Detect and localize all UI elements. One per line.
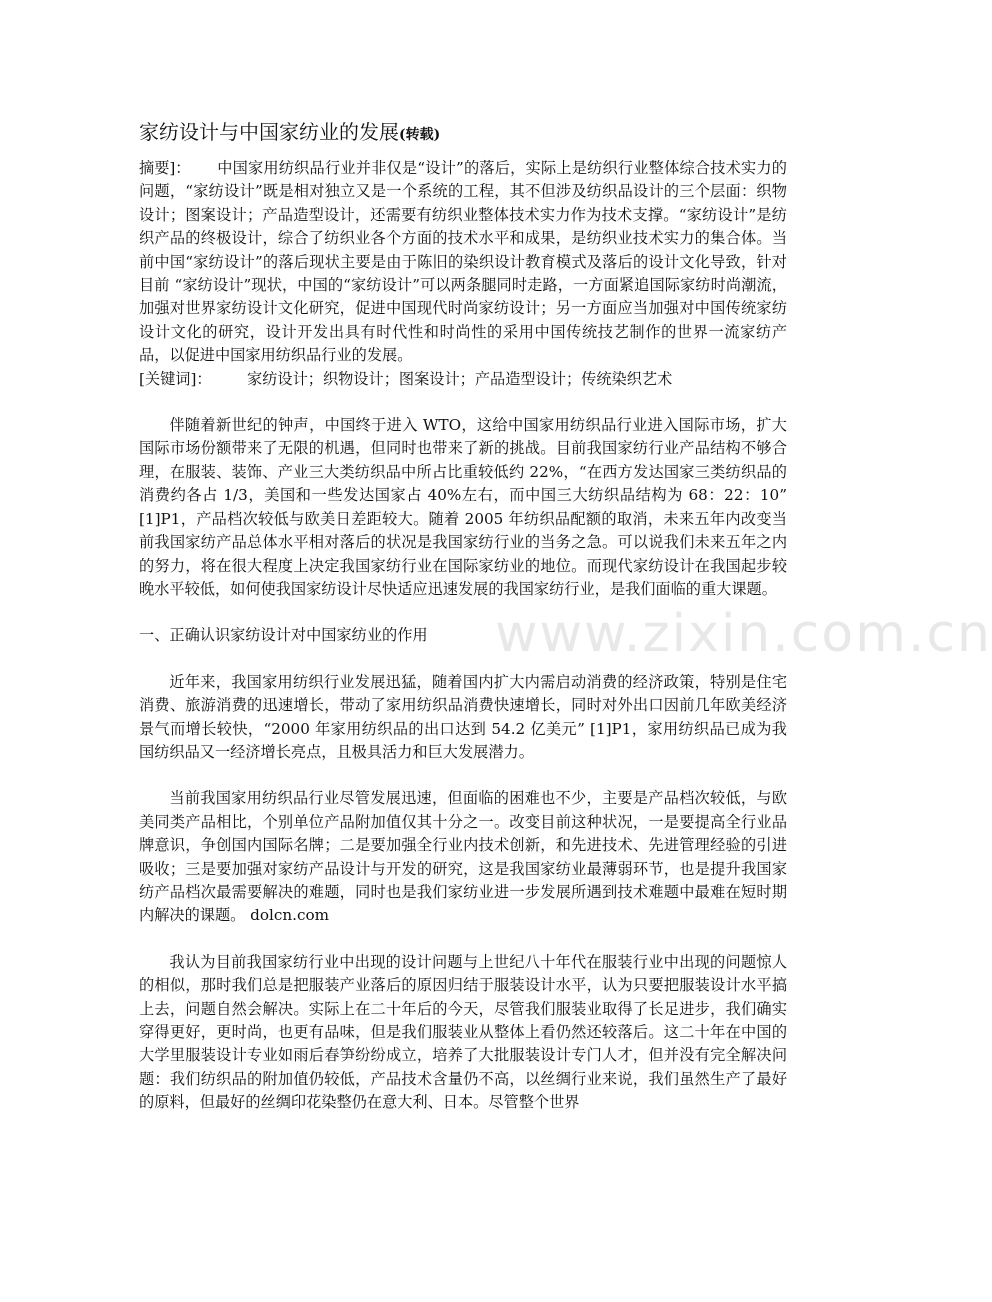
keywords-text: 家纺设计；织物设计；图案设计；产品造型设计；传统染织艺术 xyxy=(247,369,673,388)
paragraph-gap xyxy=(139,928,787,951)
abstract-text: 中国家用纺织品行业并非仅是“设计”的落后，实际上是纺织行业整体综合技术实力的问题，“家纺设计”既是相对独立又是一个系统的工程，其不但涉及纺织品设计的三个层面：织物设计；图案设计；产品造型设计，还需要有纺织业整体技术实力作为技术支撑。“家纺设计”是纺织产品的终极设计，综合了纺织业各个方面的技术水平和成果，是纺织业技术实力的集合体。当前中国“家纺设计”的落后现状主要是由于陈旧的染织设计教育模式及落后的设计文化导致，针对目前 “家纺设计”现状，中国的“家纺设计”可以两条腿同时走路，一方面紧追国际家纺时尚潮流，加强对世界家纺设计文化研究，促进中国现代时尚家纺设计；另一方面应当加强对中国传统家纺设计文化的研究，设计开发出具有时代性和时尚性的采用中国传统技艺制作的世界一流家纺产品，以促进中国家用纺织品行业的发展。 xyxy=(139,159,787,365)
abstract-label: 摘要]： xyxy=(139,159,191,177)
paragraph-gap xyxy=(139,391,787,414)
title-suffix: (转载) xyxy=(399,127,441,143)
document-page xyxy=(139,118,787,1115)
title-text: 家纺设计与中国家纺业的发展 xyxy=(139,120,399,144)
keywords xyxy=(139,368,787,391)
document-title xyxy=(139,118,787,149)
keywords-label: [关键词]： xyxy=(139,369,212,388)
site-watermark: www.zixin.com.cn xyxy=(495,604,992,664)
abstract xyxy=(139,157,787,368)
paragraph-gap xyxy=(139,601,787,624)
body-paragraph-2: 近年来，我国家用纺织行业发展迅猛，随着国内扩大内需启动消费的经济政策，特别是住宅消费、旅游消费的迅速增长，带动了家用纺织品消费快速增长，同时对外出口因前几年欧美经济景气而增长较快，“2000 年家用纺织品的出口达到 54.2 亿美元” [1]P1，家用纺织品已成为我国纺织品又一经济增长亮点，且极具活力和巨大发展潜力。 xyxy=(139,672,787,761)
section-heading-1: 一、正确认识家纺设计对中国家纺业的作用 xyxy=(139,626,428,645)
body-paragraph-4: 我认为目前我国家纺行业中出现的设计问题与上世纪八十年代在服装行业中出现的问题惊人的相似，那时我们总是把服装产业落后的原因归结于服装设计水平，认为只要把服装设计水平搞上去，问题自然会解决。实际上在二十年后的今天，尽管我们服装业取得了长足进步，我们确实穿得更好，更时尚，也更有品味，但是我们服装业从整体上看仍然还较落后。这二十年在中国的大学里服装设计专业如雨后春笋纷纷成立，培养了大批服装设计专门人才，但并没有完全解决问题：我们纺织品的附加值仍较低，产品技术含量仍不高，以丝绸行业来说，我们虽然生产了最好的原料，但最好的丝绸印花染整仍在意大利、日本。尽管整个世界 xyxy=(139,952,787,1112)
paragraph-gap xyxy=(139,764,787,787)
paragraph-gap xyxy=(139,648,787,671)
body-paragraph-3: 当前我国家用纺织品行业尽管发展迅速，但面临的困难也不少，主要是产品档次较低，与欧美同类产品相比，个别单位产品附加值仅其十分之一。改变目前这种状况，一是要提高全行业品牌意识，争创国内国际名牌；二是要加强全行业内技术创新，和先进技术、先进管理经验的引进吸收；三是要加强对家纺产品设计与开发的研究，这是我国家纺业最薄弱环节，也是提升我国家纺产品档次最需要解决的难题，同时也是我们家纺业进一步发展所遇到技术难题中最难在短时期内解决的课题。 dolcn.com xyxy=(139,789,787,925)
body-paragraph-1: 伴随着新世纪的钟声，中国终于进入 WTO，这给中国家用纺织品行业进入国际市场，扩大国际市场份额带来了无限的机遇，但同时也带来了新的挑战。目前我国家纺行业产品结构不够合理，在服装、装饰、产业三大类纺织品中所占比重较低约 22%，“在西方发达国家三类纺织品的消费约各占 1/3，美国和一些发达国家占 40%左右，而中国三大纺织品结构为 68：22：10” [1]P1，产品档次较低与欧美日差距较大。随着 2005 年纺织品配额的取消，未来五年内改变当前我国家纺产品总体水平相对落后的状况是我国家纺行业的当务之急。可以说我们未来五年之内的努力，将在很大程度上决定我国家纺行业在国际家纺业的地位。而现代家纺设计在我国起步较晚水平较低，如何使我国家纺设计尽快适应迅速发展的我国家纺行业，是我们面临的重大课题。 xyxy=(139,416,787,598)
